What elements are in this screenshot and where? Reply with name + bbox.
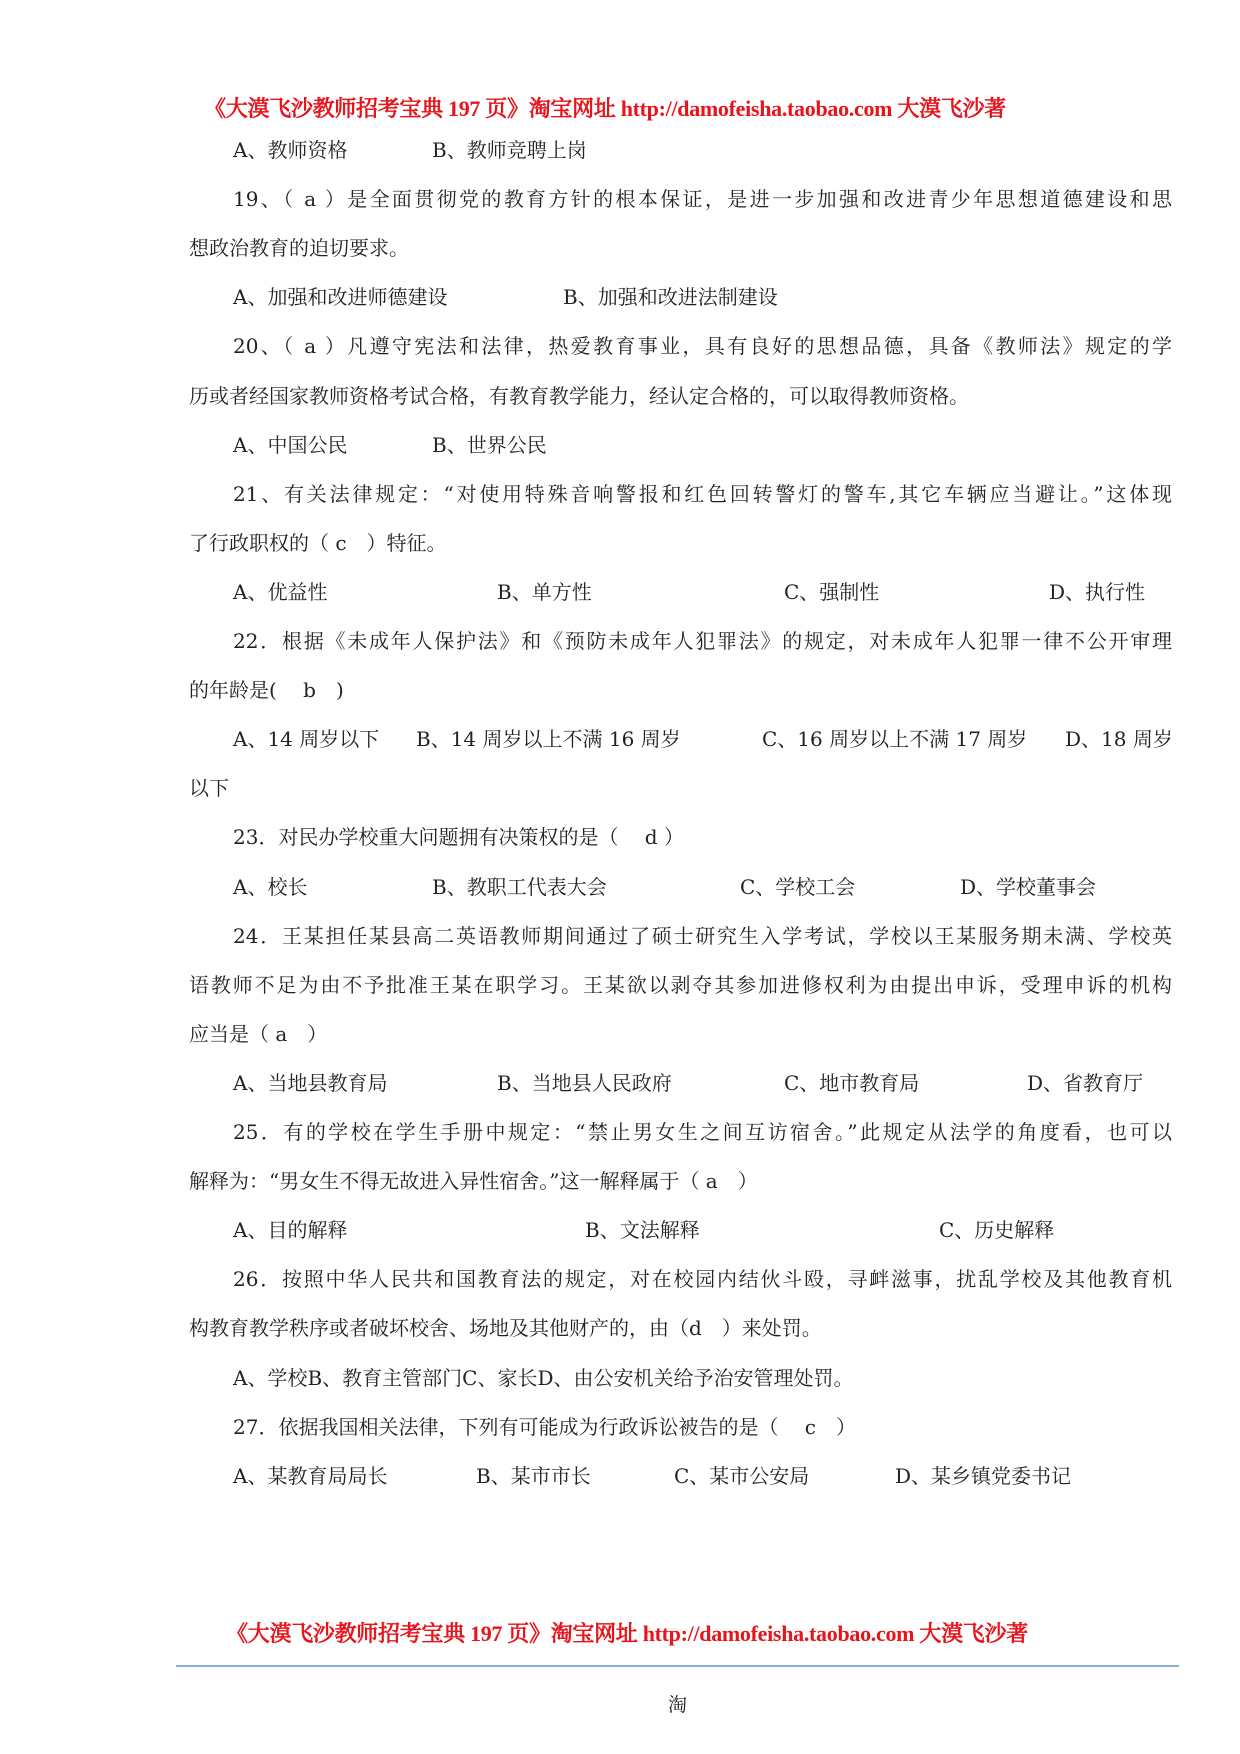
question-text: 22．根据《未成年人保护法》和《预防未成年人犯罪法》的规定，对未成年人犯罪一律不公开审理 xyxy=(233,629,1172,653)
question-text: 25．有的学校在学生手册中规定：“禁止男女生之间互访宿舍。”此规定从法学的角度看，也可以 xyxy=(233,1120,1172,1144)
answer-option: C、16 周岁以上不满 17 周岁 xyxy=(762,727,1028,752)
answer-option: B、某市市长 xyxy=(476,1463,591,1488)
answer-options xyxy=(233,1216,1172,1244)
answer-option: C、强制性 xyxy=(784,579,880,604)
question-text-continued: 语教师不足为由不予批准王某在职学习。王某欲以剥夺其参加进修权利为由提出申诉，受理申诉的机构 xyxy=(189,972,1172,997)
answer-options xyxy=(233,1462,1172,1490)
question-text-continued: 想政治教育的迫切要求。 xyxy=(189,236,409,261)
question-text-continued: 了行政职权的（ c ）特征。 xyxy=(189,530,447,555)
question-text: 21、有关法律规定：“对使用特殊音响警报和红色回转警灯的警车,其它车辆应当避让。”这体现 xyxy=(233,481,1172,506)
question-text-continued: 历或者经国家教师资格考试合格，有教育教学能力，经认定合格的，可以取得教师资格。 xyxy=(189,383,969,408)
answer-option: C、某市公安局 xyxy=(674,1463,810,1488)
answer-option: D、执行性 xyxy=(1049,579,1146,604)
question-text-continued: 构教育教学秩序或者破坏校舍、场地及其他财产的，由（d ）来处罚。 xyxy=(189,1316,822,1341)
answer-option: B、加强和改进法制建设 xyxy=(563,285,778,310)
answer-option: A、当地县教育局 xyxy=(233,1070,388,1095)
answer-options xyxy=(233,725,1172,753)
answer-option: D、18 周岁 xyxy=(1065,727,1173,752)
answer-options xyxy=(233,1069,1172,1097)
answer-option: A、教师资格 xyxy=(233,138,348,162)
answer-option: B、文法解释 xyxy=(585,1218,700,1243)
answer-option: A、目的解释 xyxy=(233,1218,348,1243)
question-text: 20、（ a ）凡遵守宪法和法律，热爱教育事业，具有良好的思想品德，具备《教师法》规定的学 xyxy=(233,334,1172,359)
answer-option: B、14 周岁以上不满 16 周岁 xyxy=(416,727,681,752)
footer-divider xyxy=(176,1665,1179,1667)
answer-options xyxy=(233,431,1172,459)
page-mark: 淘 xyxy=(668,1694,688,1716)
answer-option: B、世界公民 xyxy=(432,432,547,457)
answer-option: D、某乡镇党委书记 xyxy=(895,1463,1072,1488)
question-text: 26．按照中华人民共和国教育法的规定，对在校园内结伙斗殴，寻衅滋事，扰乱学校及其他教育机 xyxy=(233,1267,1172,1292)
answer-options xyxy=(233,873,1172,901)
question-text-continued: 的年龄是( b ) xyxy=(189,678,344,703)
answer-option: C、地市教育局 xyxy=(784,1070,920,1095)
answer-option: B、单方性 xyxy=(497,579,592,604)
answer-option: D、省教育厅 xyxy=(1027,1070,1144,1095)
answer-option: A、校长 xyxy=(233,874,308,899)
answer-option: A、中国公民 xyxy=(233,432,348,457)
question-text: 19、（ a ）是全面贯彻党的教育方针的根本保证，是进一步加强和改进青少年思想道德建设和思 xyxy=(233,187,1172,212)
answer-option: A、优益性 xyxy=(233,579,328,604)
answer-option: B、教职工代表大会 xyxy=(432,874,607,899)
question-text: 23．对民办学校重大问题拥有决策权的是（ d ） xyxy=(233,825,684,850)
answer-options xyxy=(233,136,1172,164)
answer-option: D、学校董事会 xyxy=(960,874,1097,899)
answer-options xyxy=(233,578,1172,606)
question-text: 27．依据我国相关法律，下列有可能成为行政诉讼被告的是（ c ） xyxy=(233,1414,857,1439)
question-text-continued: 以下 xyxy=(189,776,229,801)
answer-option: B、教师竞聘上岗 xyxy=(432,138,587,162)
answer-option: B、当地县人民政府 xyxy=(497,1070,672,1095)
page-footer: 《大漠飞沙教师招考宝典 197 页》淘宝网址 http://damofeisha.taobao.com 大漠飞沙著 xyxy=(226,1621,1028,1646)
answer-options xyxy=(233,283,1172,311)
question-text: A、学校B、教育主管部门C、家长D、由公安机关给予治安管理处罚。 xyxy=(233,1365,854,1390)
page-header: 《大漠飞沙教师招考宝典 197 页》淘宝网址 http://damofeisha.taobao.com 大漠飞沙著 xyxy=(204,96,1006,121)
answer-option: A、某教育局局长 xyxy=(233,1463,388,1488)
question-text-continued: 应当是（ a ） xyxy=(189,1021,328,1046)
answer-option: A、14 周岁以下 xyxy=(233,727,380,752)
question-text: 24．王某担任某县高二英语教师期间通过了硕士研究生入学考试，学校以王某服务期未满、学校英 xyxy=(233,923,1172,948)
answer-option: A、加强和改进师德建设 xyxy=(233,285,448,310)
answer-option: C、学校工会 xyxy=(740,874,856,899)
question-text-continued: 解释为：“男女生不得无故进入异性宿舍。”这一解释属于（ a ） xyxy=(189,1169,758,1194)
answer-option: C、历史解释 xyxy=(939,1218,1055,1243)
